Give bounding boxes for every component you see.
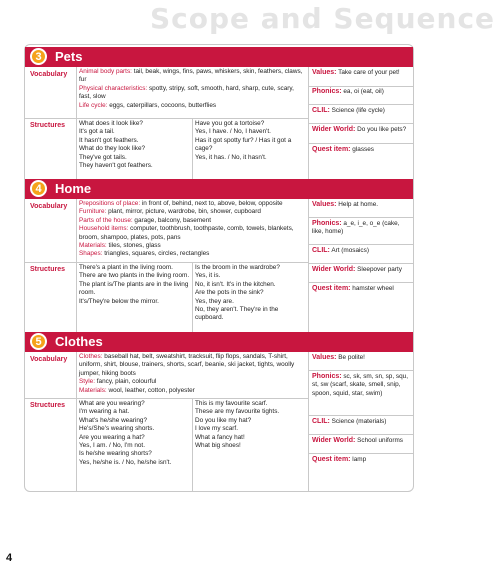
unit-header-clothes xyxy=(25,332,413,352)
structures-label: Structures xyxy=(30,122,66,129)
structures-label: Structures xyxy=(30,266,66,273)
structure-line: Is the broom in the wardrobe? xyxy=(195,264,280,271)
structure-line: It hasn't got feathers. xyxy=(79,136,139,144)
clil-label: CLIL: xyxy=(312,107,330,114)
quest-item: Quest item: glasses xyxy=(312,146,374,153)
vocabulary-label: Vocabulary xyxy=(30,356,68,363)
structure-line: There's a plant in the living room. xyxy=(79,264,173,271)
values-label: Values: xyxy=(312,201,337,208)
structure-line: Yes, I have. / No, I haven't. xyxy=(195,128,271,136)
vocab-category: Shapes: xyxy=(79,250,103,258)
vocab-category: Clothes: xyxy=(79,353,103,360)
structure-line: I'm wearing a hat. xyxy=(79,408,130,416)
structures-right xyxy=(195,400,306,450)
wider-world-label: Wider World: xyxy=(312,437,356,444)
vocab-category: Household items: xyxy=(79,225,129,233)
vocab-items: fancy, plain, colourful xyxy=(94,378,157,386)
structure-line: It's/They're below the mirror. xyxy=(79,297,159,305)
structure-line: Have you got a tortoise? xyxy=(195,120,265,127)
unit-header-pets xyxy=(25,47,413,67)
values-item: Values: Help at home. xyxy=(312,201,379,208)
structure-line: He's/She's wearing shorts. xyxy=(79,425,155,433)
unit-title: Home xyxy=(55,181,92,196)
phonics-item: Phonics: a_e, i_e, o_e (cake, like, home) xyxy=(312,220,400,236)
structure-line: There are two plants in the living room. xyxy=(79,272,190,280)
page-number: 4 xyxy=(6,552,13,564)
structure-line: Has it got spotty fur? / Has it got a cage? xyxy=(195,136,292,153)
structure-line: They haven't got feathers. xyxy=(79,162,153,170)
quest-item-label: Quest item: xyxy=(312,285,351,292)
vocab-category: Parts of the house: xyxy=(79,216,133,224)
structure-line: Yes, it is. xyxy=(195,272,221,280)
vocabulary-label: Vocabulary xyxy=(30,71,68,78)
structure-line: I love my scarf. xyxy=(195,425,238,433)
scope-sequence-panel xyxy=(24,44,414,492)
structure-line: Yes, it has. / No, it hasn't. xyxy=(195,153,267,161)
wider-world-label: Wider World: xyxy=(312,266,356,273)
structures-right xyxy=(195,264,306,323)
clil-item: CLIL: Science (life cycle) xyxy=(312,107,385,114)
wider-world-item: Wider World: School uniforms xyxy=(312,437,403,444)
vocab-items: plant, mirror, picture, wardrobe, bin, shower, cupboard xyxy=(106,208,261,216)
vocab-category: Materials: xyxy=(79,386,107,394)
vocab-items: baseball hat, belt, sweatshirt, tracksuit, flip flops, sandals, T-shirt, uniform, shirt, blouse, trainers, shorts, scarf, beanie, ski jacket, tights, woolly jumper, hiking boots xyxy=(79,353,295,377)
vocab-category: Physical characteristics: xyxy=(79,84,148,92)
vocab-category: Life cycle: xyxy=(79,101,108,109)
phonics-label: Phonics: xyxy=(312,373,342,380)
values-label: Values: xyxy=(312,354,337,361)
unit-number-badge: 5 xyxy=(30,333,47,350)
quest-item-label: Quest item: xyxy=(312,456,351,463)
structure-line: Is he/she wearing shorts? xyxy=(79,450,152,458)
clil-label: CLIL: xyxy=(312,247,330,254)
structure-line: Yes, he/she is. / No, he/she isn't. xyxy=(79,458,172,466)
structures-left xyxy=(79,120,191,170)
clil-item: CLIL: Science (materials) xyxy=(312,418,387,425)
structure-line: No, they aren't. They're in the cupboard. xyxy=(195,306,279,322)
structure-line: What a fancy hat! xyxy=(195,433,245,441)
vocab-category: Prepositions of place: xyxy=(79,200,141,207)
structure-line: Are you wearing a hat? xyxy=(79,433,145,441)
structure-line: Do you like my hat? xyxy=(195,416,252,424)
values-item: Values: Take care of your pet! xyxy=(312,69,400,76)
structure-line: This is my favourite scarf. xyxy=(195,400,268,407)
background-title: Scope and Sequence xyxy=(150,2,495,35)
structure-line: What's he/she wearing? xyxy=(79,416,148,424)
vocab-items: spotty, stripy, soft, smooth, hard, sharp, cute, scary, fast, slow xyxy=(79,84,294,101)
structure-line: They've got tails. xyxy=(79,153,127,161)
unit-title: Clothes xyxy=(55,334,103,349)
wider-world-item: Wider World: Do you like pets? xyxy=(312,126,407,133)
structure-line: It's got a tail. xyxy=(79,128,115,136)
structure-line: No, it isn't. It's in the kitchen. xyxy=(195,280,276,288)
vocabulary-list xyxy=(79,68,305,110)
values-item: Values: Be polite! xyxy=(312,354,365,361)
unit-number-badge: 3 xyxy=(30,48,47,65)
phonics-label: Phonics: xyxy=(312,88,342,95)
phonics-item: Phonics: sc, sk, sm, sn, sp, squ, st, sw (scarf, skate, smell, snip, spoon, squid, star, swim) xyxy=(312,373,408,397)
clil-label: CLIL: xyxy=(312,418,330,425)
structures-right xyxy=(195,120,306,162)
vocabulary-list xyxy=(79,200,305,259)
structure-line: What big shoes! xyxy=(195,442,241,450)
vocab-items: garage, balcony, basement xyxy=(132,216,212,224)
structure-line: Yes, I am. / No, I'm not. xyxy=(79,442,145,450)
unit-title: Pets xyxy=(55,49,83,64)
structure-line: These are my favourite tights. xyxy=(195,408,280,416)
structure-line: What are you wearing? xyxy=(79,400,145,407)
vocab-items: wool, leather, cotton, polyester xyxy=(106,386,195,394)
vocab-items: computer, toothbrush, toothpaste, comb, towels, blankets, broom, shampoo, plates, pots, pans xyxy=(79,225,294,241)
structures-left xyxy=(79,400,191,467)
structure-line: The plant is/The plants are in the living room. xyxy=(79,280,189,297)
vocab-category: Style: xyxy=(79,378,95,386)
phonics-label: Phonics: xyxy=(312,220,342,227)
vocab-category: Materials: xyxy=(79,242,107,250)
structures-left xyxy=(79,264,191,306)
wider-world-item: Wider World: Sleepover party xyxy=(312,266,402,273)
vocab-items: tiles, stones, glass xyxy=(106,242,161,250)
vocab-category: Animal body parts: xyxy=(79,68,132,75)
clil-item: CLIL: Art (mosaics) xyxy=(312,247,369,254)
structure-line: Are the pots in the sink? xyxy=(195,289,264,297)
wider-world-label: Wider World: xyxy=(312,126,356,133)
structures-label: Structures xyxy=(30,402,66,409)
structure-line: What do they look like? xyxy=(79,145,146,153)
vocab-items: triangles, squares, circles, rectangles xyxy=(102,250,210,258)
vocab-category: Furniture: xyxy=(79,208,107,216)
vocab-items: tail, beak, wings, fins, paws, whiskers, skin, feathers, claws, fur xyxy=(79,68,303,84)
unit-number-badge: 4 xyxy=(30,180,47,197)
structure-line: What does it look like? xyxy=(79,120,143,127)
unit-header-home xyxy=(25,179,413,199)
phonics-item: Phonics: ea, oi (eat, oil) xyxy=(312,88,384,95)
structure-line: Yes, they are. xyxy=(195,297,234,305)
quest-item-label: Quest item: xyxy=(312,146,351,153)
vocabulary-label: Vocabulary xyxy=(30,203,68,210)
quest-item: Quest item: hamster wheel xyxy=(312,285,394,292)
quest-item: Quest item: lamp xyxy=(312,456,367,463)
vocabulary-list xyxy=(79,353,305,395)
values-label: Values: xyxy=(312,69,337,76)
vocab-items: eggs, caterpillars, cocoons, butterflies xyxy=(107,101,217,109)
vocab-items: in front of, behind, next to, above, below, opposite xyxy=(140,200,283,207)
